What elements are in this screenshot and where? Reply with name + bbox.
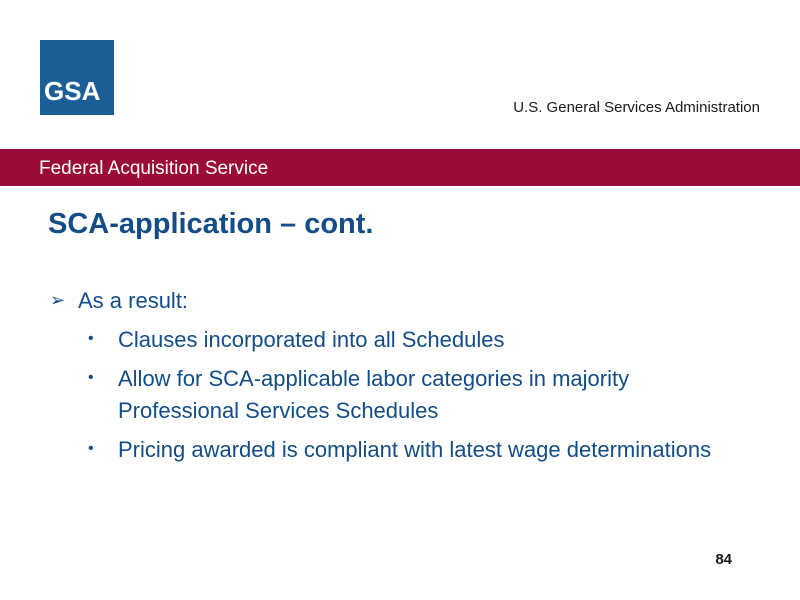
gsa-logo-icon [40, 40, 114, 115]
bullet-level1-text: As a result: [78, 288, 189, 313]
service-banner-text: Federal Acquisition Service [39, 158, 269, 179]
agency-name: U.S. General Services Administration [513, 99, 760, 116]
service-banner [0, 149, 800, 186]
list-item [88, 363, 728, 427]
list-item [88, 434, 728, 466]
list-item-text: Allow for SCA-applicable labor categories in majority Professional Services Schedules [118, 366, 630, 423]
slide-title: SCA-application – cont. [48, 208, 374, 240]
bullet-dot-icon: • [88, 369, 94, 386]
sub-bullet-list [88, 324, 728, 473]
logo-lettering: GSA [44, 76, 101, 106]
arrow-bullet-icon: ➢ [50, 290, 66, 310]
list-item-text: Pricing awarded is compliant with latest wage determinations [118, 437, 712, 462]
bullet-dot-icon: • [88, 440, 94, 457]
bullet-dot-icon: • [88, 330, 94, 347]
list-item [88, 324, 728, 356]
bullet-level1 [50, 288, 188, 314]
gsa-logo [40, 40, 114, 115]
page-number: 84 [715, 551, 732, 568]
list-item-text: Clauses incorporated into all Schedules [118, 327, 505, 352]
